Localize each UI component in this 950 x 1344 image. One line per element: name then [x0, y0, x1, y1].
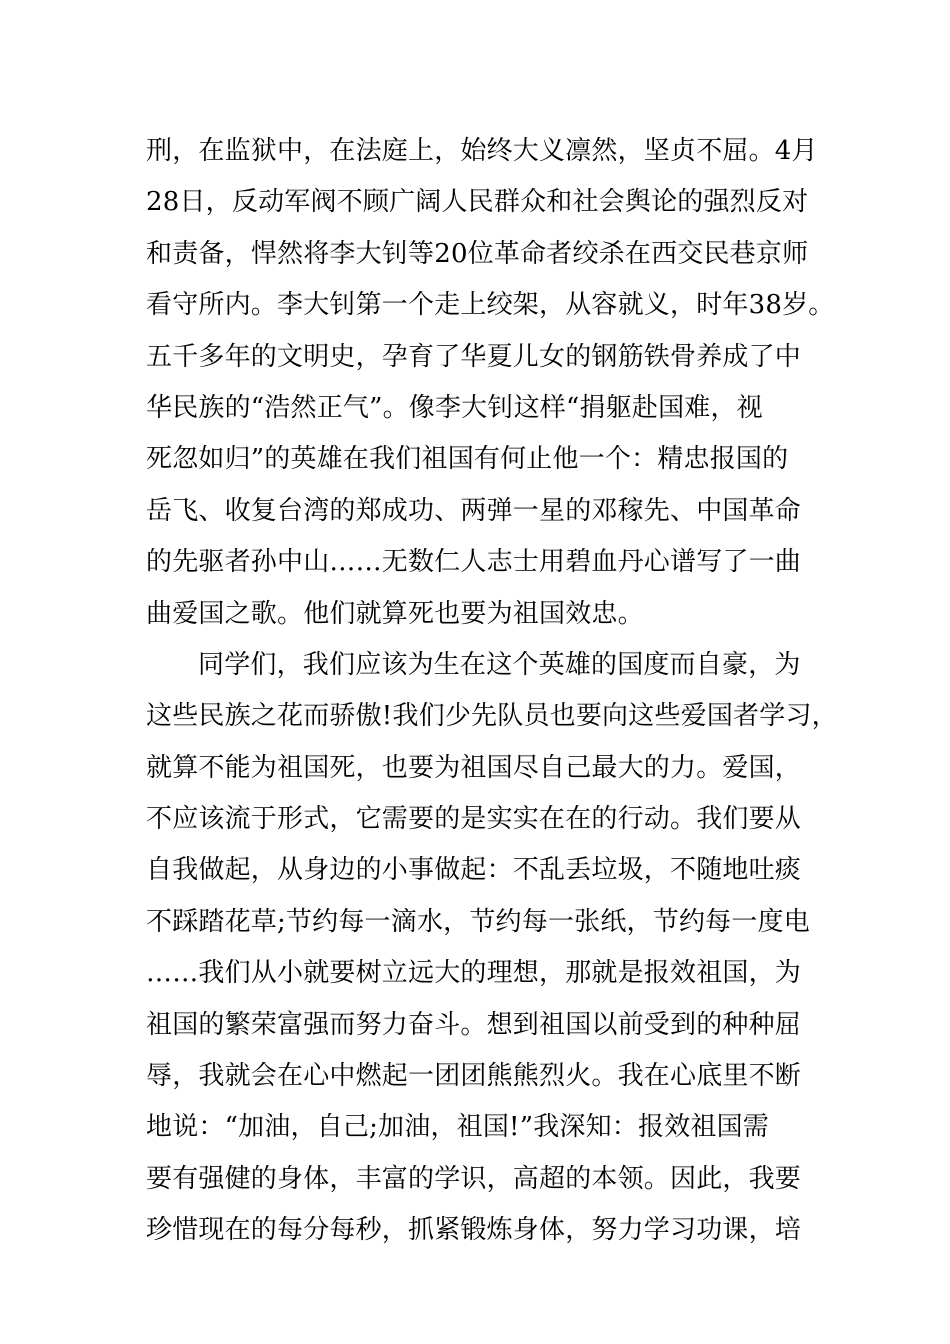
text-line: 这些民族之花而骄傲!我们少先队员也要向这些爱国者学习，: [146, 701, 838, 732]
text-line: 曲爱国之歌。他们就算死也要为祖国效忠。: [146, 598, 644, 629]
text-line: 自我做起，从身边的小事做起：不乱丢垃圾，不随地吐痰: [146, 855, 802, 886]
text-line: 28日，反动军阀不顾广阔人民群众和社会舆论的强烈反对: [146, 187, 809, 218]
text-line: 不应该流于形式，它需要的是实实在在的行动。我们要从: [146, 804, 802, 835]
text-line: 要有强健的身体，丰富的学识，高超的本领。因此，我要: [146, 1163, 802, 1194]
text-line: 死忽如归”的英雄在我们祖国有何止他一个：精忠报国的: [146, 444, 789, 475]
text-line: 不踩踏花草;节约每一滴水，节约每一张纸，节约每一度电: [146, 906, 810, 937]
text-line: 辱，我就会在心中燃起一团团熊熊烈火。我在心底里不断: [146, 1061, 802, 1092]
text-line: 珍惜现在的每分每秒，抓紧锻炼身体，努力学习功课，培: [146, 1215, 802, 1246]
text-line: 的先驱者孙中山……无数仁人志士用碧血丹心谱写了一曲: [146, 547, 802, 578]
text-line: 就算不能为祖国死，也要为祖国尽自己最大的力。爱国，: [146, 752, 802, 783]
text-line: 地说：“加油，自己;加油，祖国!”我深知：报效祖国需: [146, 1112, 769, 1143]
text-line: 看守所内。李大钊第一个走上绞架，从容就义，时年38岁。: [146, 290, 835, 321]
text-line: 岳飞、收复台湾的郑成功、两弹一星的邓稼先、中国革命: [146, 495, 802, 526]
paragraph-start-line: 同学们，我们应该为生在这个英雄的国度而自豪，为: [198, 649, 801, 680]
text-line: ……我们从小就要树立远大的理想，那就是报效祖国，为: [146, 958, 802, 989]
text-line: 祖国的繁荣富强而努力奋斗。想到祖国以前受到的种种屈: [146, 1009, 802, 1040]
text-line: 和责备，悍然将李大钊等20位革命者绞杀在西交民巷京师: [146, 238, 809, 269]
body-text: [146, 126, 836, 1257]
text-line: 华民族的“浩然正气”。像李大钊这样“捐躯赴国难，视: [146, 392, 763, 423]
text-line: 刑，在监狱中，在法庭上，始终大义凛然，坚贞不屈。4月: [146, 136, 818, 166]
text-line: 五千多年的文明史，孕育了华夏儿女的钢筋铁骨养成了中: [146, 341, 802, 372]
